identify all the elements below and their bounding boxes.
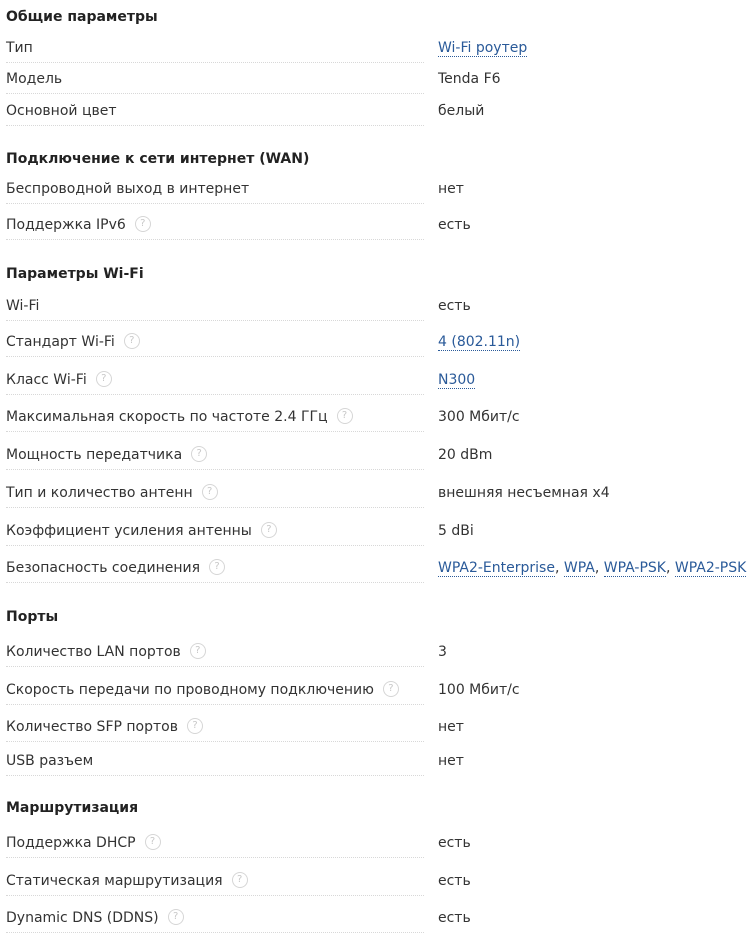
spec-name: Максимальная скорость по частоте 2.4 ГГц ? <box>6 408 353 426</box>
spec-row-sfp-ports <box>0 712 747 742</box>
spec-row-security <box>0 553 747 583</box>
section-title-ports: Порты <box>6 609 59 625</box>
spec-name: Тип и количество антенн ? <box>6 484 218 502</box>
spec-row-wifi <box>0 291 747 321</box>
spec-name: Модель <box>6 71 63 87</box>
spec-value: внешняя несъемная x4 <box>438 485 610 501</box>
question-mark-circle-icon[interactable]: ? <box>232 872 248 888</box>
spec-value: 300 Мбит/с <box>438 409 520 425</box>
spec-value: есть <box>438 298 471 314</box>
spec-value <box>438 371 475 389</box>
spec-row-wired-speed <box>0 675 747 705</box>
spec-row-ddns <box>0 903 747 933</box>
spec-row-ipv6 <box>0 210 747 240</box>
spec-row-dhcp <box>0 828 747 858</box>
type-link[interactable]: Wi-Fi роутер <box>438 40 528 56</box>
spec-row-usb <box>0 746 747 776</box>
spec-name: Тип <box>6 40 33 56</box>
spec-row-max-speed <box>0 402 747 432</box>
spec-row-antenna-gain <box>0 516 747 546</box>
spec-name: Скорость передачи по проводному подключению ? <box>6 681 399 699</box>
spec-name: Класс Wi-Fi ? <box>6 371 112 389</box>
spec-row-wireless-wan <box>0 174 747 204</box>
spec-name: Wi-Fi <box>6 298 40 314</box>
spec-value: белый <box>438 103 485 119</box>
spec-row-type <box>0 33 747 63</box>
spec-value: 20 dBm <box>438 447 493 463</box>
spec-value: нет <box>438 181 464 197</box>
spec-value: нет <box>438 753 464 769</box>
spec-name: Коэффициент усиления антенны ? <box>6 522 277 540</box>
spec-name: Поддержка IPv6 ? <box>6 216 151 234</box>
question-mark-circle-icon[interactable]: ? <box>337 408 353 424</box>
spec-name: Беспроводной выход в интернет <box>6 181 250 197</box>
spec-row-model <box>0 64 747 94</box>
question-mark-circle-icon[interactable]: ? <box>190 643 206 659</box>
spec-value: есть <box>438 910 471 926</box>
question-mark-circle-icon[interactable]: ? <box>191 446 207 462</box>
spec-value: Tenda F6 <box>438 71 501 87</box>
spec-name: Стандарт Wi-Fi ? <box>6 333 140 351</box>
section-title-general: Общие параметры <box>6 9 158 25</box>
question-mark-circle-icon[interactable]: ? <box>261 522 277 538</box>
spec-value: нет <box>438 719 464 735</box>
spec-name: USB разъем <box>6 753 94 769</box>
spec-name: Статическая маршрутизация ? <box>6 872 248 890</box>
question-mark-circle-icon[interactable]: ? <box>209 559 225 575</box>
spec-row-static-routing <box>0 866 747 896</box>
spec-value: 3 <box>438 644 447 660</box>
spec-name: Количество LAN портов ? <box>6 643 206 661</box>
spec-value <box>438 39 527 57</box>
spec-value: 5 dBi <box>438 523 474 539</box>
spec-value: есть <box>438 835 471 851</box>
section-title-wan: Подключение к сети интернет (WAN) <box>6 151 310 167</box>
security-link-wpa2-psk[interactable]: WPA2-PSK <box>674 560 747 576</box>
section-title-routing: Маршрутизация <box>6 800 139 816</box>
security-link-wpa-psk[interactable]: WPA-PSK <box>603 560 666 576</box>
spec-name: Мощность передатчика ? <box>6 446 207 464</box>
question-mark-circle-icon[interactable]: ? <box>168 909 184 925</box>
spec-row-tx-power <box>0 440 747 470</box>
section-title-wifi: Параметры Wi-Fi <box>6 266 144 282</box>
spec-value: 100 Мбит/с <box>438 682 520 698</box>
spec-value: есть <box>438 217 471 233</box>
security-link-wpa2-enterprise[interactable]: WPA2-Enterprise <box>438 560 555 576</box>
wifi-standard-link[interactable]: 4 (802.11n) <box>438 334 521 350</box>
question-mark-circle-icon[interactable]: ? <box>135 216 151 232</box>
question-mark-circle-icon[interactable]: ? <box>124 333 140 349</box>
spec-row-wifi-standard <box>0 327 747 357</box>
spec-value <box>438 333 520 351</box>
spec-row-wifi-class <box>0 365 747 395</box>
spec-row-lan-ports <box>0 637 747 667</box>
spec-name: Безопасность соединения ? <box>6 559 225 577</box>
question-mark-circle-icon[interactable]: ? <box>187 718 203 734</box>
spec-name: Dynamic DNS (DDNS) ? <box>6 909 184 927</box>
question-mark-circle-icon[interactable]: ? <box>145 834 161 850</box>
security-link-wpa[interactable]: WPA <box>563 560 595 576</box>
question-mark-circle-icon[interactable]: ? <box>383 681 399 697</box>
spec-name: Количество SFP портов ? <box>6 718 203 736</box>
spec-value: есть <box>438 873 471 889</box>
spec-name: Поддержка DHCP ? <box>6 834 161 852</box>
question-mark-circle-icon[interactable]: ? <box>96 371 112 387</box>
spec-value: WPA2-Enterprise, WPA, WPA-PSK, WPA2-PSK <box>438 560 747 576</box>
wifi-class-link[interactable]: N300 <box>438 372 476 388</box>
spec-row-color <box>0 96 747 126</box>
spec-row-antennas <box>0 478 747 508</box>
spec-name: Основной цвет <box>6 103 117 119</box>
question-mark-circle-icon[interactable]: ? <box>202 484 218 500</box>
